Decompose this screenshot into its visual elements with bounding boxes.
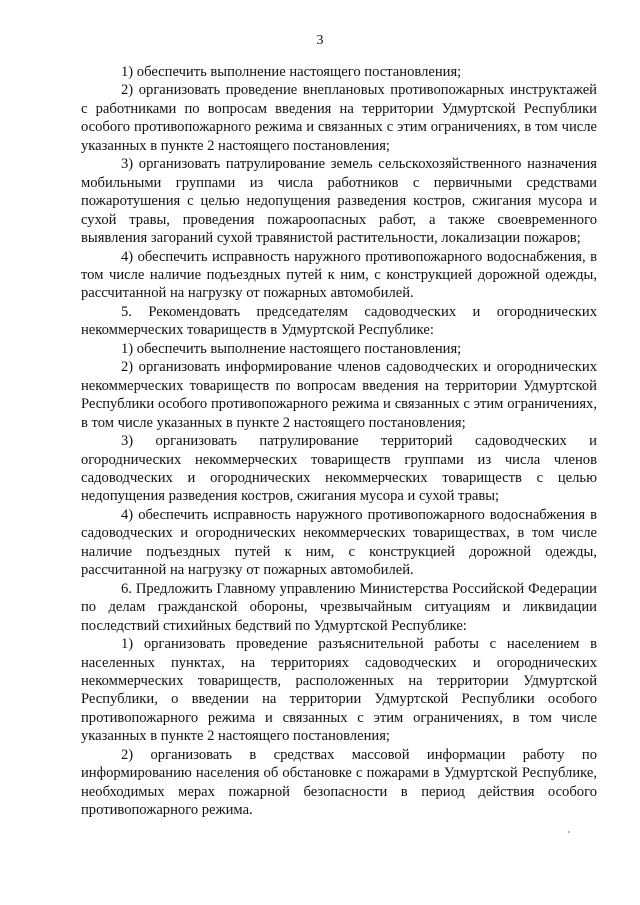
- paragraph-4-2: 2) организовать проведение внеплановых противопожарных инструктажей с работниками по вопросам введения на территории Удмуртской Республики особого противопожарного режима и связанных с этим ограничениях, в том числе указанных в пункте 2 настоящего постановления;: [81, 82, 597, 154]
- scan-speck: [568, 831, 570, 833]
- paragraph-4-1: 1) обеспечить выполнение настоящего постановления;: [121, 64, 462, 80]
- paragraph-5-1: 1) обеспечить выполнение настоящего постановления;: [121, 340, 462, 357]
- paragraph-6: 6. Предложить Главному управлению Министерства Российской Федерации по делам гражданской обороны, чрезвычайным ситуациям и ликвидации последствий стихийных бедствий по Удмуртской Республике:: [81, 580, 597, 634]
- paragraph-5-4: 4) обеспечить исправность наружного противопожарного водоснабжения в садоводческих и огороднических некоммерческих товариществах, в том числе наличие подъездных путей к ним, с конструкцией дорожной одежды, рассчитанной на нагрузку от пожарных автомобилей.: [81, 506, 597, 579]
- paragraph-5: 5. Рекомендовать председателям садоводческих и огороднических некоммерческих товариществ в Удмуртской Республике:: [81, 303, 597, 339]
- paragraph-4-3: 3) организовать патрулирование земель сельскохозяйственного назначения мобильными группами из числа работников с первичными средствами пожаротушения с целью недопущения разведения костров, сжигания мусора и сухой травы, проведения пожароопасных работ, а также своевременного выявления загораний сухой травянистой растительности, локализации пожаров;: [81, 156, 597, 247]
- page-number: 3: [316, 33, 324, 48]
- paragraph-6-2: 2) организовать в средствах массовой информации работу по информированию населения об обстановке с пожарами в Удмуртской Республике, необходимых мерах пожарной безопасности в период действия особого противопожарного режима.: [81, 746, 597, 819]
- paragraph-5-2: 2) организовать информирование членов садоводческих и огороднических некоммерческих товариществ по вопросам введения на территории Удмуртской Республики особого противопожарного режима и связанных с этим ограничениях, в том числе указанных в пункте 2 настоящего постановления;: [81, 359, 597, 431]
- paragraph-6-1: 1) организовать проведение разъяснительной работы с населением в населенных пунктах, на территориях садоводческих и огороднических некоммерческих товариществ, расположенных на территории Удмуртской Республики, о введении на территории Удмуртской Республики особого противопожарного режима и связанных с этим ограничениях, в том числе указанных в пункте 2 настоящего постановления;: [81, 636, 597, 745]
- document-body: [81, 63, 597, 820]
- paragraph-4-4: 4) обеспечить исправность наружного противопожарного водоснабжения, в том числе наличие подъездных путей к ним, с конструкцией дорожной одежды, рассчитанной на нагрузку от пожарных автомобилей.: [81, 248, 597, 302]
- paragraph-5-3: 3) организовать патрулирование территорий садоводческих и огороднических некоммерческих товариществ группами из числа членов садоводческих и огороднических некоммерческих товариществ с целью недопущения разведения костров, сжигания мусора и сухой травы;: [81, 433, 597, 505]
